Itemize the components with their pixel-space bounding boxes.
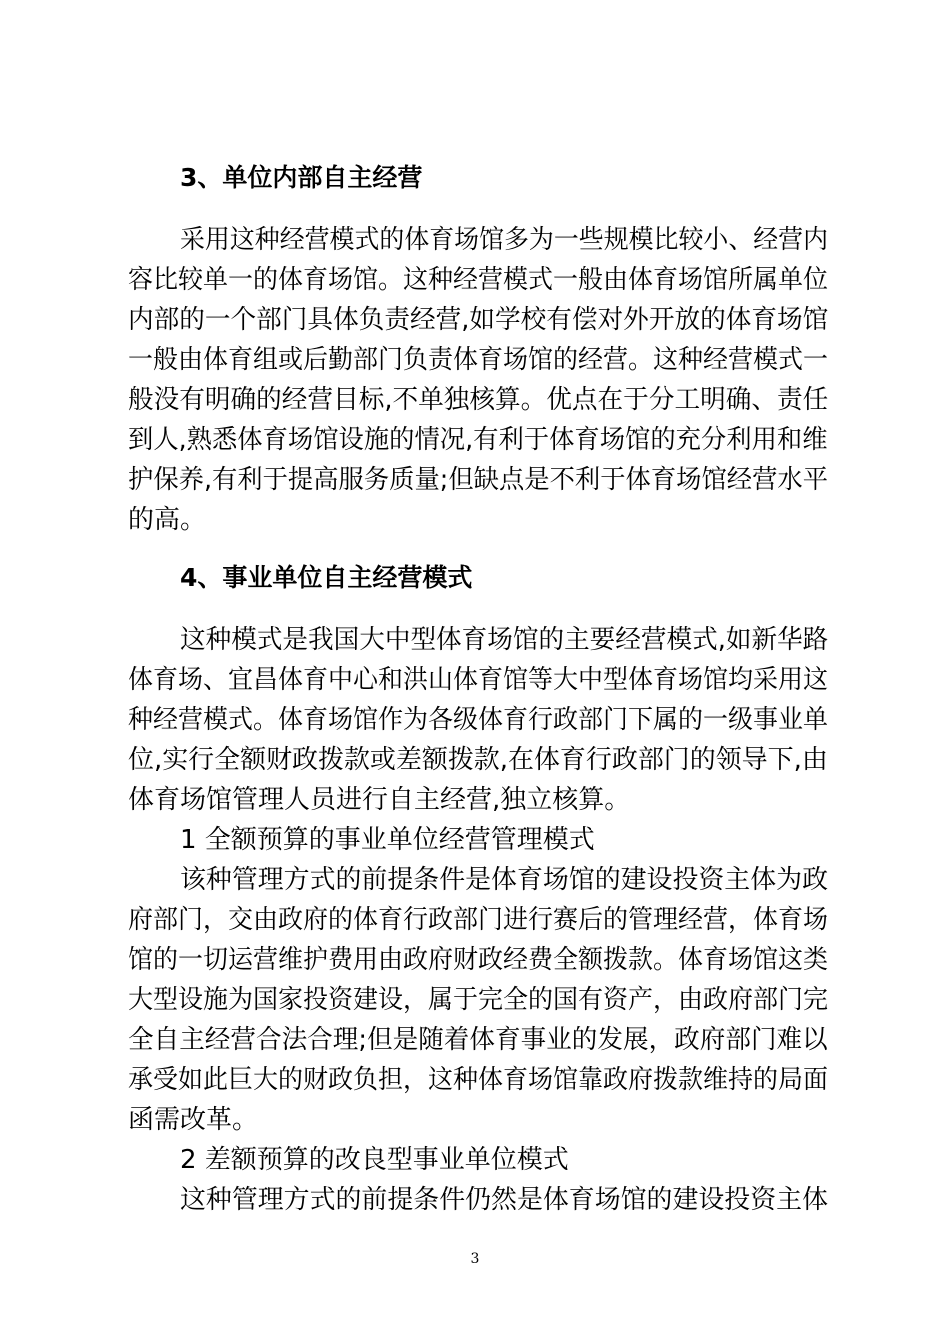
paragraph-line: 函需改革。 xyxy=(128,1105,259,1135)
paragraph-line: 该种管理方式的前提条件是体育场馆的建设投资主体为政 xyxy=(180,865,829,895)
subsection-2-title: 2 差额预算的改良型事业单位模式 xyxy=(180,1145,569,1175)
paragraph-line: 承受如此巨大的财政负担，这种体育场馆靠政府拨款维持的局面 xyxy=(128,1065,828,1095)
paragraph-line: 全自主经营合法合理;但是随着体育事业的发展，政府部门难以 xyxy=(128,1025,828,1055)
paragraph-line: 馆的一切运营维护费用由政府财政经费全额拨款。体育场馆这类 xyxy=(128,945,828,975)
paragraph-line: 到人,熟悉体育场馆设施的情况,有利于体育场馆的充分利用和维 xyxy=(128,425,828,455)
paragraph-line: 一般由体育组或后勤部门负责体育场馆的经营。这种经营模式一 xyxy=(128,345,828,375)
paragraph-line: 采用这种经营模式的体育场馆多为一些规模比较小、经营内 xyxy=(180,225,829,255)
paragraph-line: 容比较单一的体育场馆。这种经营模式一般由体育场馆所属单位 xyxy=(128,265,828,295)
paragraph-line: 府部门，交由政府的体育行政部门进行赛后的管理经营，体育场 xyxy=(128,905,828,935)
section-4-heading: 4、事业单位自主经营模式 xyxy=(180,563,473,592)
paragraph-line: 体育场、宜昌体育中心和洪山体育馆等大中型体育场馆均采用这 xyxy=(128,665,828,695)
paragraph-line: 内部的一个部门具体负责经营,如学校有偿对外开放的体育场馆 xyxy=(128,305,829,335)
paragraph-line: 般没有明确的经营目标,不单独核算。优点在于分工明确、责任 xyxy=(128,385,829,415)
paragraph-line: 种经营模式。体育场馆作为各级体育行政部门下属的一级事业单 xyxy=(128,705,828,735)
page-number: 3 xyxy=(470,1251,480,1267)
paragraph-line: 体育场馆管理人员进行自主经营,独立核算。 xyxy=(128,785,631,815)
paragraph-line: 的高。 xyxy=(128,505,207,535)
section-3-heading: 3、单位内部自主经营 xyxy=(180,163,423,192)
paragraph-line: 这种管理方式的前提条件仍然是体育场馆的建设投资主体 xyxy=(180,1185,829,1215)
paragraph-line: 护保养,有利于提高服务质量;但缺点是不利于体育场馆经营水平 xyxy=(128,465,829,495)
subsection-1-title: 1 全额预算的事业单位经营管理模式 xyxy=(180,825,595,855)
paragraph-line: 这种模式是我国大中型体育场馆的主要经营模式,如新华路 xyxy=(180,625,829,655)
paragraph-line: 位,实行全额财政拨款或差额拨款,在体育行政部门的领导下,由 xyxy=(128,745,828,775)
paragraph-line: 大型设施为国家投资建设，属于完全的国有资产，由政府部门完 xyxy=(128,985,828,1015)
